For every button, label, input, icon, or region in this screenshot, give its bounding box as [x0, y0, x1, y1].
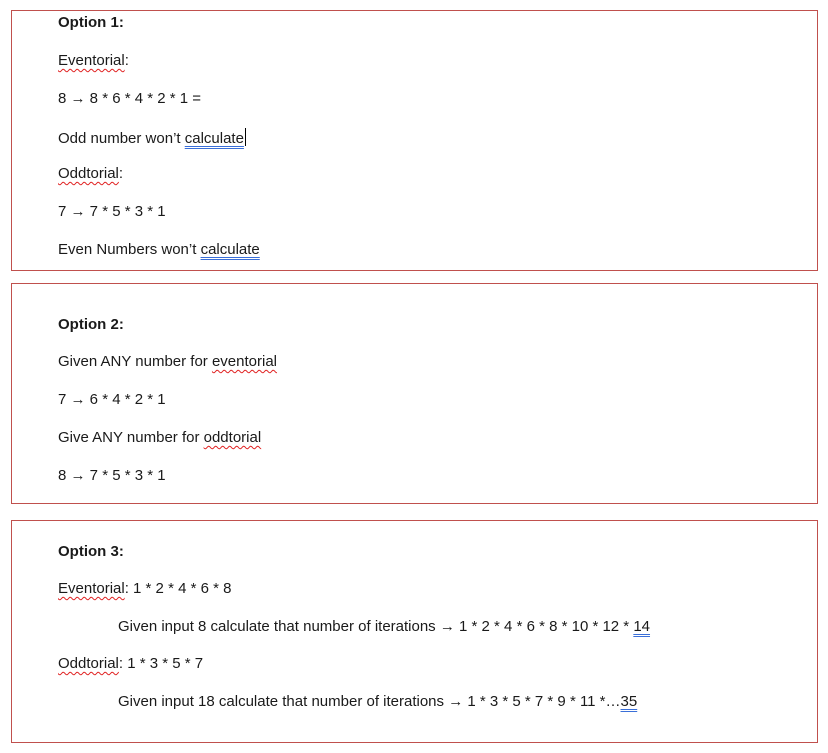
- oddtorial-sequence: : 1 * 3 * 5 * 7: [118, 655, 204, 672]
- example-right: 8 * 6 * 4 * 2 * 1 =: [85, 90, 202, 107]
- line-text: Give ANY number for: [58, 429, 204, 446]
- example-right: 7 * 5 * 3 * 1: [85, 467, 166, 484]
- example-left: 7: [58, 391, 71, 408]
- oddtorial-word[interactable]: oddtorial: [203, 429, 262, 446]
- eventorial-word[interactable]: Eventorial: [58, 52, 125, 69]
- option-1-even-note: [58, 241, 260, 259]
- oddtorial-word[interactable]: Oddtorial: [58, 655, 119, 672]
- option-1-eventorial-heading: [58, 52, 129, 70]
- last-term[interactable]: 35: [620, 693, 638, 710]
- text-cursor: [245, 128, 246, 146]
- calculate-word[interactable]: calculate: [200, 241, 260, 258]
- option-1-example-2: [58, 203, 166, 221]
- option-3-title: Option 3:: [58, 543, 124, 560]
- colon: :: [124, 52, 129, 69]
- example-right: 6 * 4 * 2 * 1: [85, 391, 166, 408]
- colon: :: [118, 165, 124, 182]
- example-left: 8: [58, 467, 71, 484]
- eventorial-sequence: : 1 * 2 * 4 * 6 * 8: [124, 580, 232, 597]
- example-left: 8: [58, 90, 71, 107]
- option-2-line-2: [58, 429, 261, 447]
- option-3-given-8-line: [118, 618, 650, 636]
- option-3-oddtorial-line: [58, 655, 203, 673]
- given-sequence: 1 * 2 * 4 * 6 * 8 * 10 * 12 *: [454, 618, 634, 635]
- right-arrow-icon: →: [70, 90, 86, 107]
- right-arrow-icon: →: [439, 618, 455, 635]
- odd-note-text: Odd number won’t: [58, 130, 185, 147]
- example-left: 7: [58, 203, 71, 220]
- right-arrow-icon: →: [70, 467, 86, 484]
- option-2-title: Option 2:: [58, 316, 124, 333]
- option-1-odd-note: [58, 128, 246, 148]
- oddtorial-word[interactable]: Oddtorial: [58, 165, 119, 182]
- option-2-line-1: [58, 353, 277, 371]
- given-sequence: 1 * 3 * 5 * 7 * 9 * 11 *…: [463, 693, 621, 710]
- option-1-title: Option 1:: [58, 14, 124, 31]
- given-text: Given input 8 calculate that number of iterations: [118, 618, 440, 635]
- right-arrow-icon: →: [70, 203, 86, 220]
- given-text: Given input 18 calculate that number of iterations: [118, 693, 449, 710]
- line-text: Given ANY number for: [58, 353, 212, 370]
- option-2-example-1: [58, 391, 166, 409]
- option-1-oddtorial-heading: [58, 165, 123, 183]
- eventorial-word[interactable]: Eventorial: [58, 580, 125, 597]
- even-note-text: Even Numbers won’t: [58, 241, 201, 258]
- option-3-given-18-line: [118, 693, 637, 711]
- option-1-example-1: [58, 90, 201, 108]
- last-term[interactable]: 14: [633, 618, 651, 635]
- eventorial-word[interactable]: eventorial: [211, 353, 278, 370]
- right-arrow-icon: →: [448, 693, 464, 710]
- option-3-eventorial-line: [58, 580, 231, 598]
- right-arrow-icon: →: [70, 391, 86, 408]
- example-right: 7 * 5 * 3 * 1: [85, 203, 166, 220]
- calculate-word[interactable]: calculate: [184, 130, 244, 147]
- option-2-example-2: [58, 467, 166, 485]
